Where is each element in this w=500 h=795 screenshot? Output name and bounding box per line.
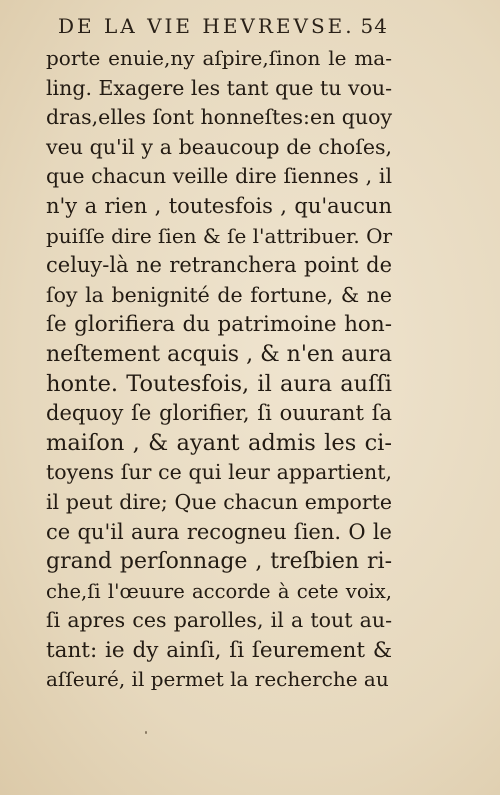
text-line: ſi apres ces parolles, il a tout au- [46, 608, 392, 633]
text-line: neſtement acquis , & n'en aura [46, 341, 392, 367]
text-line: aſſeuré, il permet la recherche au [46, 667, 389, 692]
text-line: grand perſonnage , treſbien ri- [46, 549, 392, 575]
text-line: il peut dire; Que chacun emporte [46, 489, 392, 514]
text-line: honte. Toutesfois, il aura auſſi [46, 370, 392, 397]
text-line: celuy-là ne retranchera point de [46, 253, 392, 278]
text-line: dras,elles ſont honneſtes:en quoy [46, 105, 393, 130]
text-line: porte enuie,ny aſpire,ſinon le ma- [46, 46, 392, 70]
text-line: ling. Exagere les tant que tu vou- [46, 75, 393, 100]
text-line: ce qu'il aura recogneu ſien. O le [46, 519, 392, 544]
text-line: toyens ſur ce qui leur appartient, [46, 460, 392, 485]
text-line: veu qu'il y a beaucoup de choſes, [46, 134, 392, 159]
running-title: DE LA VIE HEVREVSE. [58, 14, 355, 38]
text-line: puiſſe dire ſien & ſe l'attribuer. Or [46, 223, 393, 248]
text-line: ſe glorifiera du patrimoine hon- [46, 312, 392, 338]
text-line: que chacun veille dire ſiennes , il [46, 164, 392, 189]
text-line: ſoy la benignité de fortune, & ne [46, 282, 392, 307]
text-line: maiſon , & ayant admis les ci- [46, 429, 392, 456]
text-line: n'y a rien , toutesfois , qu'aucun [46, 193, 392, 218]
text-line: tant: ie dy ainſi, ſi ſeurement & [46, 637, 392, 663]
page-header [58, 14, 388, 38]
page-number: 54 [360, 14, 388, 38]
text-line: che,ſi l'œuure accorde à cete voix, [46, 579, 392, 603]
paper-speck [145, 731, 147, 734]
body-text [46, 44, 392, 695]
text-line: dequoy ſe glorifier, ſi ouurant ſa [46, 401, 392, 426]
